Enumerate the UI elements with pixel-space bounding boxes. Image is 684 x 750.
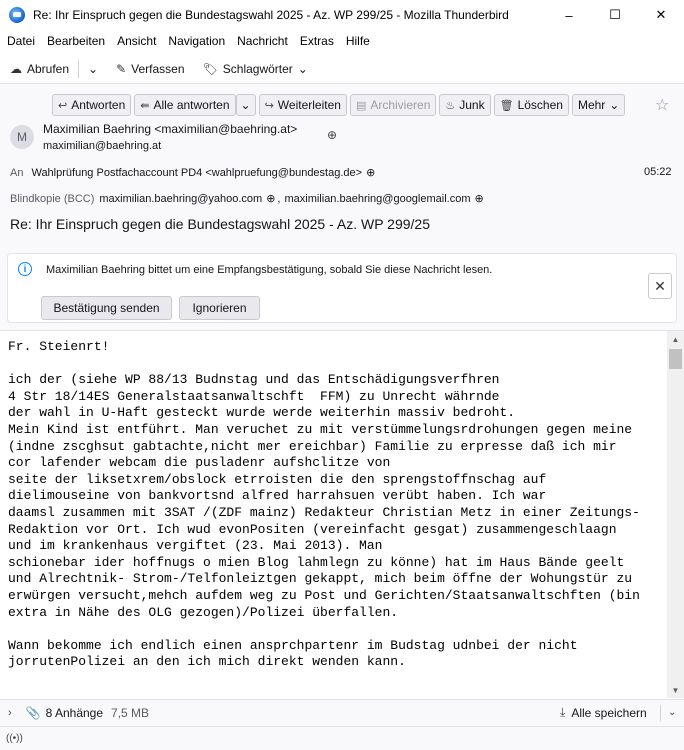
delete-button[interactable]: [494, 94, 569, 116]
paperclip-icon: 📎: [25, 705, 41, 720]
get-mail-dropdown[interactable]: [82, 57, 104, 81]
menu-help[interactable]: Hilfe: [345, 34, 370, 48]
chevron-down-icon: ⌄: [240, 98, 251, 112]
recipient[interactable]: Wahlprüfung Postfachaccount PD4 <wahlpruefung@bundestag.de>: [31, 166, 363, 179]
compose-button[interactable]: [110, 57, 190, 81]
add-contact-icon[interactable]: ⊕: [474, 193, 484, 205]
trash-icon: 🗑: [499, 99, 514, 112]
add-contact-icon[interactable]: ⊕: [366, 167, 376, 179]
get-mail-label: Abrufen: [27, 61, 70, 76]
bcc-row: [10, 192, 484, 205]
thunderbird-app-icon: [9, 7, 25, 23]
message-body-text: Fr. Steienrt! ich der (siehe WP 88/13 Budnstag und das Entschädigungsverfhren 4 Str 18/14ES Generalstaatsanwaltschft FFM) zu Unrecht währnde der wahl in U-Haft gesteckt wurde werde weiterhin massiv bedroht. Mein Kind ist entführt. Man veruchet zu mit verstümmelungsrdrohungen gegen meine (indne zscghsut gabtachte,nicht mer ereichbar) Familie zu erpresse daß ich mir cor lafender webcam die pusladenr aufshclitze von seite der liksetxrem/obslock etrroisten die den sprengstoffnschag auf dielimouseine von bankvortsnd alfred harrahsuen verübt haben. Ich war daamsl zusammen mit 3SAT /(ZDF mainz) Redakteur Christian Metz in einer Zeitungs- Redaktion vor Ort. Ich wud evonPositen (vereinfacht gesgat) zusammengeschlaagn und im krankenhaus vergiftet (23. Mai 2013). Man schionebar ider hoffnugs o mien Blog lahmlegn zu könne) hat im Haus Bände geelt und Alrechtnik- Strom-/Telfonleiztgen gekappt, mich beim öffne der Wohungstür zu erwürgen versucht,mehch aufdem weg zu Post und Gerichten/Staatsanwaltschften (bin extra in Nähe des OLG gezogen)/Polizei überfallen. Wann bekomme ich endlich einen ansprchpartenr im Budstag udnbei der nicht jorrutenPolizei an den ich mich direkt wenden kann.: [8, 339, 640, 670]
title-bar: [0, 0, 684, 30]
reply-all-label: Alle antworten: [153, 98, 230, 112]
close-notification-button[interactable]: [648, 273, 672, 299]
close-window-button[interactable]: ✕: [655, 7, 667, 22]
reply-button[interactable]: [52, 94, 131, 116]
receipt-request-notification: [7, 253, 677, 323]
add-contact-icon[interactable]: ⊕: [327, 128, 338, 142]
toolbar-divider: [78, 60, 79, 78]
main-toolbar: [0, 54, 684, 84]
pencil-icon: ✎: [116, 61, 127, 76]
close-icon: ✕: [654, 277, 666, 294]
tag-icon: 🏷: [202, 61, 218, 76]
message-header: [0, 85, 684, 330]
sender-address: maximilian@baehring.at: [43, 140, 162, 152]
save-all-label: Alle speichern: [571, 705, 647, 720]
chevron-down-icon: ⌄: [609, 98, 620, 112]
bcc-recipient[interactable]: maximilian.baehring@googlemail.com: [284, 192, 471, 205]
attachment-count[interactable]: 8 Anhänge: [45, 705, 104, 720]
save-all-button[interactable]: [560, 705, 647, 720]
scroll-up-arrow-icon[interactable]: ▲: [671, 335, 680, 344]
archive-label: Archivieren: [370, 98, 431, 112]
menu-file[interactable]: Datei: [7, 34, 36, 48]
reply-all-dropdown[interactable]: [236, 94, 256, 116]
receipt-request-text: Maximilian Baehring bittet um eine Empfangsbestätigung, sobald Sie diese Nachricht lesen.: [46, 264, 493, 276]
bcc-label: Blindkopie (BCC): [10, 192, 95, 205]
junk-flame-icon: ♨: [445, 99, 456, 112]
reply-all-button[interactable]: [134, 94, 235, 116]
menu-tools[interactable]: Extras: [299, 34, 334, 48]
junk-label: Junk: [459, 98, 485, 112]
menu-edit[interactable]: Bearbeiten: [47, 34, 106, 48]
tags-label: Schlagwörter: [222, 61, 293, 76]
star-icon[interactable]: ☆: [655, 97, 670, 114]
forward-icon: ↪: [264, 99, 274, 112]
attachment-size: 7,5 MB: [111, 705, 150, 720]
reply-label: Antworten: [71, 98, 126, 112]
bcc-separator: ,: [277, 192, 281, 205]
ignore-receipt-button[interactable]: Ignorieren: [179, 296, 260, 320]
message-time: 05:22: [644, 166, 672, 178]
forward-button[interactable]: [259, 94, 347, 116]
message-body: [0, 330, 684, 698]
menu-view[interactable]: Ansicht: [117, 34, 157, 48]
online-status-icon[interactable]: ((•)): [6, 733, 23, 744]
more-button[interactable]: [572, 94, 625, 116]
maximize-button[interactable]: ☐: [609, 7, 621, 22]
expand-attachments-icon[interactable]: ›: [8, 706, 12, 719]
forward-label: Weiterleiten: [277, 98, 341, 112]
minimize-button[interactable]: –: [565, 7, 573, 23]
save-all-dropdown-icon[interactable]: ⌄: [668, 707, 677, 718]
get-mail-button[interactable]: [4, 57, 75, 81]
avatar: M: [10, 125, 34, 149]
to-label: An: [10, 166, 24, 179]
window-title: Re: Ihr Einspruch gegen die Bundestagswahl 2025 - Az. WP 299/25 - Mozilla Thunderbird: [33, 8, 509, 22]
compose-label: Verfassen: [131, 61, 185, 76]
recipient-row: [10, 166, 375, 179]
more-label: Mehr: [577, 98, 606, 112]
chevron-down-icon: ⌄: [88, 61, 99, 76]
archive-button[interactable]: [350, 94, 436, 116]
scroll-down-arrow-icon[interactable]: ▼: [671, 686, 680, 695]
menu-navigation[interactable]: Navigation: [168, 34, 226, 48]
message-actions: [52, 94, 628, 116]
junk-button[interactable]: [439, 94, 490, 116]
status-bar: [0, 726, 684, 750]
scrollbar-thumb[interactable]: [669, 349, 682, 369]
delete-label: Löschen: [517, 98, 563, 112]
add-contact-icon[interactable]: ⊕: [266, 193, 276, 205]
attachment-bar-divider: [660, 705, 661, 721]
attachment-bar: [0, 699, 684, 725]
reply-all-icon: ⇚: [140, 99, 150, 112]
send-receipt-button[interactable]: Bestätigung senden: [41, 296, 172, 320]
menu-bar: [0, 30, 684, 52]
download-icon: ⤓: [560, 705, 566, 719]
body-scrollbar[interactable]: [667, 331, 684, 698]
chevron-down-icon: ⌄: [297, 61, 308, 76]
menu-message[interactable]: Nachricht: [237, 34, 288, 48]
reply-icon: ↩: [58, 99, 68, 112]
message-subject: Re: Ihr Einspruch gegen die Bundestagswahl 2025 - Az. WP 299/25: [10, 216, 431, 232]
tags-button[interactable]: [197, 57, 314, 81]
bcc-recipient[interactable]: maximilian.baehring@yahoo.com: [99, 192, 263, 205]
info-icon: i: [18, 262, 32, 276]
sender-name[interactable]: Maximilian Baehring <maximilian@baehring.at>: [43, 122, 298, 136]
cloud-download-icon: ☁: [10, 61, 22, 76]
archive-icon: ▤: [355, 99, 367, 112]
